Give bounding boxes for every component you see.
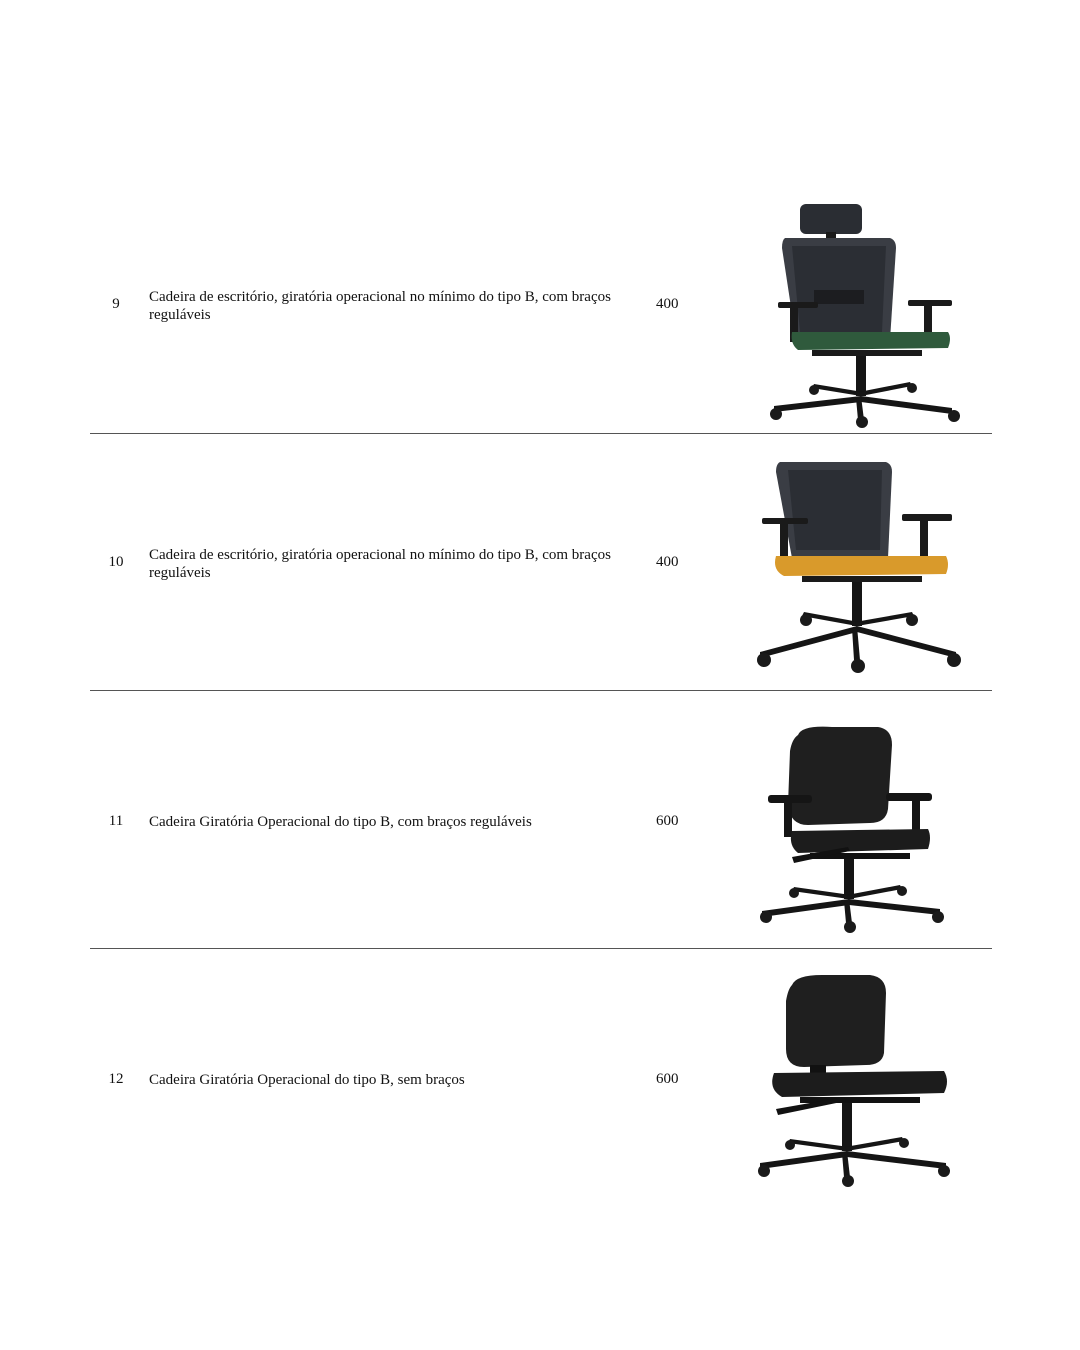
- mesh-chair-headrest-icon: [752, 200, 972, 430]
- upholstered-chair-no-arms-icon: [752, 973, 972, 1198]
- mesh-chair-icon: [752, 456, 972, 686]
- item-quantity: 400: [656, 296, 679, 312]
- item-number: 12: [108, 1071, 124, 1087]
- upholstered-chair-arms-icon: [752, 725, 972, 940]
- table-row: [90, 180, 992, 432]
- chair-image: [752, 200, 972, 430]
- item-number: 11: [108, 813, 124, 829]
- chair-image: [752, 973, 972, 1198]
- item-description: Cadeira Giratória Operacional do tipo B, sem braços: [149, 1072, 465, 1088]
- table-row: [90, 691, 992, 948]
- chair-image: [752, 456, 972, 686]
- item-number: 10: [108, 554, 124, 570]
- table-row: [90, 434, 992, 690]
- table-row: [90, 949, 992, 1209]
- chair-image: [752, 725, 972, 940]
- item-quantity: 600: [656, 1071, 679, 1087]
- item-description: Cadeira Giratória Operacional do tipo B, com braços reguláveis: [149, 814, 532, 830]
- item-number: 9: [112, 296, 120, 312]
- item-quantity: 400: [656, 554, 679, 570]
- item-description: Cadeira de escritório, giratória operacional no mínimo do tipo B, com braços reguláveis: [149, 547, 611, 581]
- item-description: Cadeira de escritório, giratória operacional no mínimo do tipo B, com braços reguláveis: [149, 289, 611, 323]
- item-quantity: 600: [656, 813, 679, 829]
